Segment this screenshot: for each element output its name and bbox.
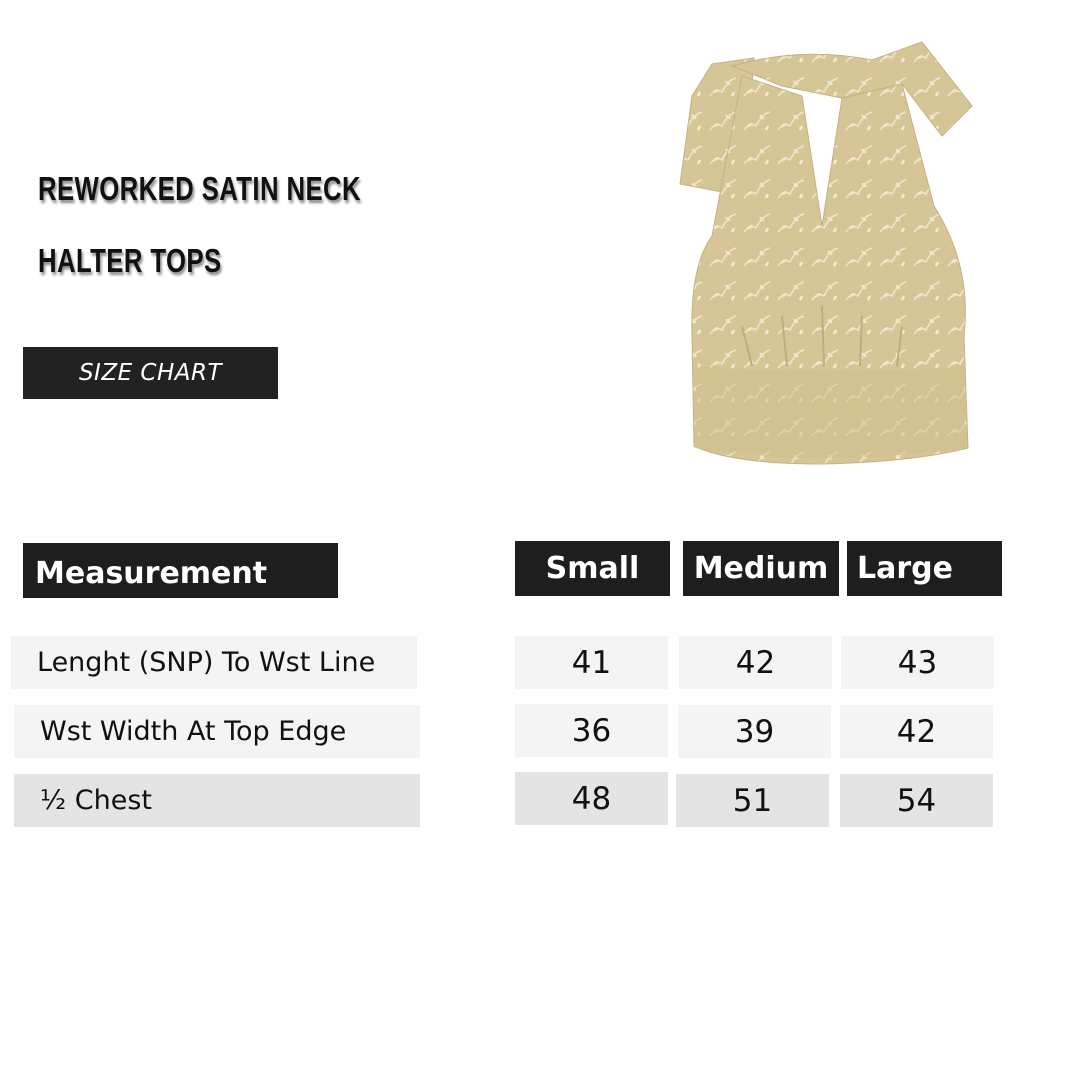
product-title-line-1: REWORKED SATIN NECK: [38, 170, 361, 207]
row-label-half-chest: ½ Chest: [14, 774, 420, 827]
size-header-large: Large: [847, 541, 1002, 596]
row-waist-width-medium: 39: [678, 705, 831, 758]
product-title-line-2: HALTER TOPS: [38, 242, 222, 279]
row-label-length: Lenght (SNP) To Wst Line: [11, 636, 417, 689]
row-length-large: 43: [841, 636, 994, 689]
size-chart-label: SIZE CHART: [23, 347, 278, 399]
row-length-small: 41: [515, 636, 668, 689]
row-half-chest-large: 54: [840, 774, 993, 827]
size-header-small: Small: [515, 541, 670, 596]
row-waist-width-small: 36: [515, 704, 668, 757]
size-header-medium: Medium: [683, 541, 839, 596]
row-half-chest-medium: 51: [676, 774, 829, 827]
product-image: [672, 36, 982, 468]
row-half-chest-small: 48: [515, 772, 668, 825]
measurement-header: Measurement: [23, 543, 338, 598]
row-waist-width-large: 42: [840, 705, 993, 758]
row-length-medium: 42: [679, 636, 832, 689]
row-label-waist-width: Wst Width At Top Edge: [14, 705, 420, 758]
